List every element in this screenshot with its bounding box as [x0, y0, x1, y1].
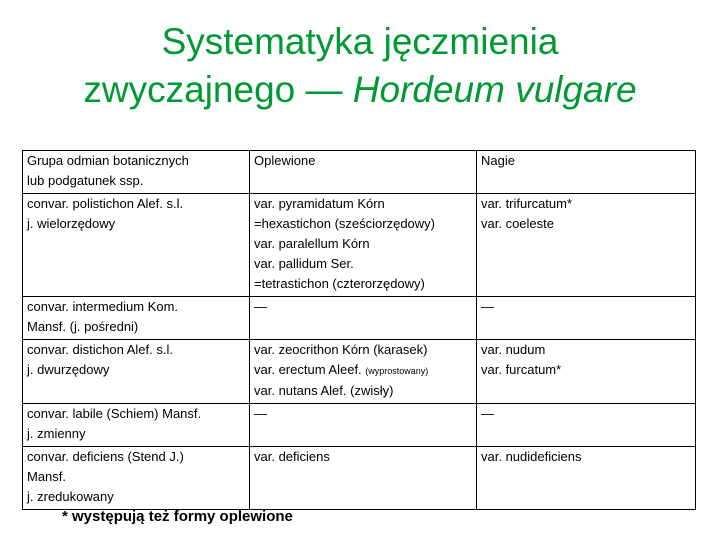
title-line-1: Systematyka jęczmienia [161, 21, 559, 62]
page-title [0, 18, 720, 114]
cell-line: convar. deficiens (Stend J.) [27, 449, 184, 464]
cell-line: var. coeleste [481, 216, 554, 231]
footnote: * występują też formy oplewione [62, 508, 293, 525]
header-cell-group [23, 151, 250, 194]
taxonomy-table [22, 150, 696, 510]
naked-cell [477, 447, 696, 510]
header-group-line: Grupa odmian botanicznych [27, 153, 189, 168]
header-hulled-label: Oplewione [254, 153, 316, 168]
cell-line: convar. distichon Alef. s.l. [27, 342, 173, 357]
cell-line: — [481, 406, 494, 421]
hulled-cell [250, 340, 477, 404]
cell-line: var. nudum [481, 342, 546, 357]
naked-cell [477, 297, 696, 340]
hulled-cell [250, 297, 477, 340]
cell-line: var. zeocrithon Kórn (karasek) [254, 342, 428, 357]
cell-text: var. erectum Aleef. [254, 362, 366, 377]
group-cell [23, 297, 250, 340]
table-row [23, 297, 696, 340]
cell-line: — [254, 406, 267, 421]
table-row [23, 447, 696, 510]
naked-cell [477, 340, 696, 404]
cell-line: convar. polistichon Alef. s.l. [27, 196, 184, 211]
naked-cell [477, 404, 696, 447]
cell-line: j. zredukowany [27, 489, 114, 504]
cell-line: convar. labile (Schiem) Mansf. [27, 406, 202, 421]
title-line-2 [0, 66, 720, 114]
cell-line: — [254, 299, 267, 314]
header-cell-naked [477, 151, 696, 194]
cell-line: var. paralellum Kórn [254, 236, 370, 251]
header-cell-hulled [250, 151, 477, 194]
cell-line: j. dwurzędowy [27, 362, 110, 377]
cell-line: var. furcatum* [481, 362, 562, 377]
cell-line: var. nudideficiens [481, 449, 582, 464]
cell-line: Mansf. (j. pośredni) [27, 319, 139, 334]
group-cell [23, 194, 250, 297]
table-header-row [23, 151, 696, 194]
header-group-line: lub podgatunek ssp. [27, 173, 144, 188]
naked-cell [477, 194, 696, 297]
cell-line: var. deficiens [254, 449, 330, 464]
cell-line: Mansf. [27, 469, 67, 484]
hulled-cell [250, 404, 477, 447]
cell-line: var. pyramidatum Kórn [254, 196, 385, 211]
group-cell [23, 404, 250, 447]
cell-small-note: (wyprostowany) [365, 366, 429, 376]
cell-line: var. pallidum Ser. [254, 256, 354, 271]
table-row [23, 194, 696, 297]
hulled-cell [250, 194, 477, 297]
cell-line: j. zmienny [27, 426, 86, 441]
cell-line: convar. intermedium Kom. [27, 299, 179, 314]
cell-line: — [481, 299, 494, 314]
cell-line: var. nutans Alef. (zwisły) [254, 383, 394, 398]
cell-line [254, 360, 472, 381]
title-line-2-prefix: zwyczajnego — [83, 69, 353, 110]
hulled-cell [250, 447, 477, 510]
title-species-name: Hordeum vulgare [352, 69, 637, 110]
cell-line: j. wielorzędowy [27, 216, 116, 231]
group-cell [23, 447, 250, 510]
cell-line: var. trifurcatum* [481, 196, 573, 211]
group-cell [23, 340, 250, 404]
table-row [23, 404, 696, 447]
cell-line: =hexastichon (sześciorzędowy) [254, 216, 435, 231]
cell-line: =tetrastichon (czterorzędowy) [254, 276, 425, 291]
header-naked-label: Nagie [481, 153, 515, 168]
table-row [23, 340, 696, 404]
